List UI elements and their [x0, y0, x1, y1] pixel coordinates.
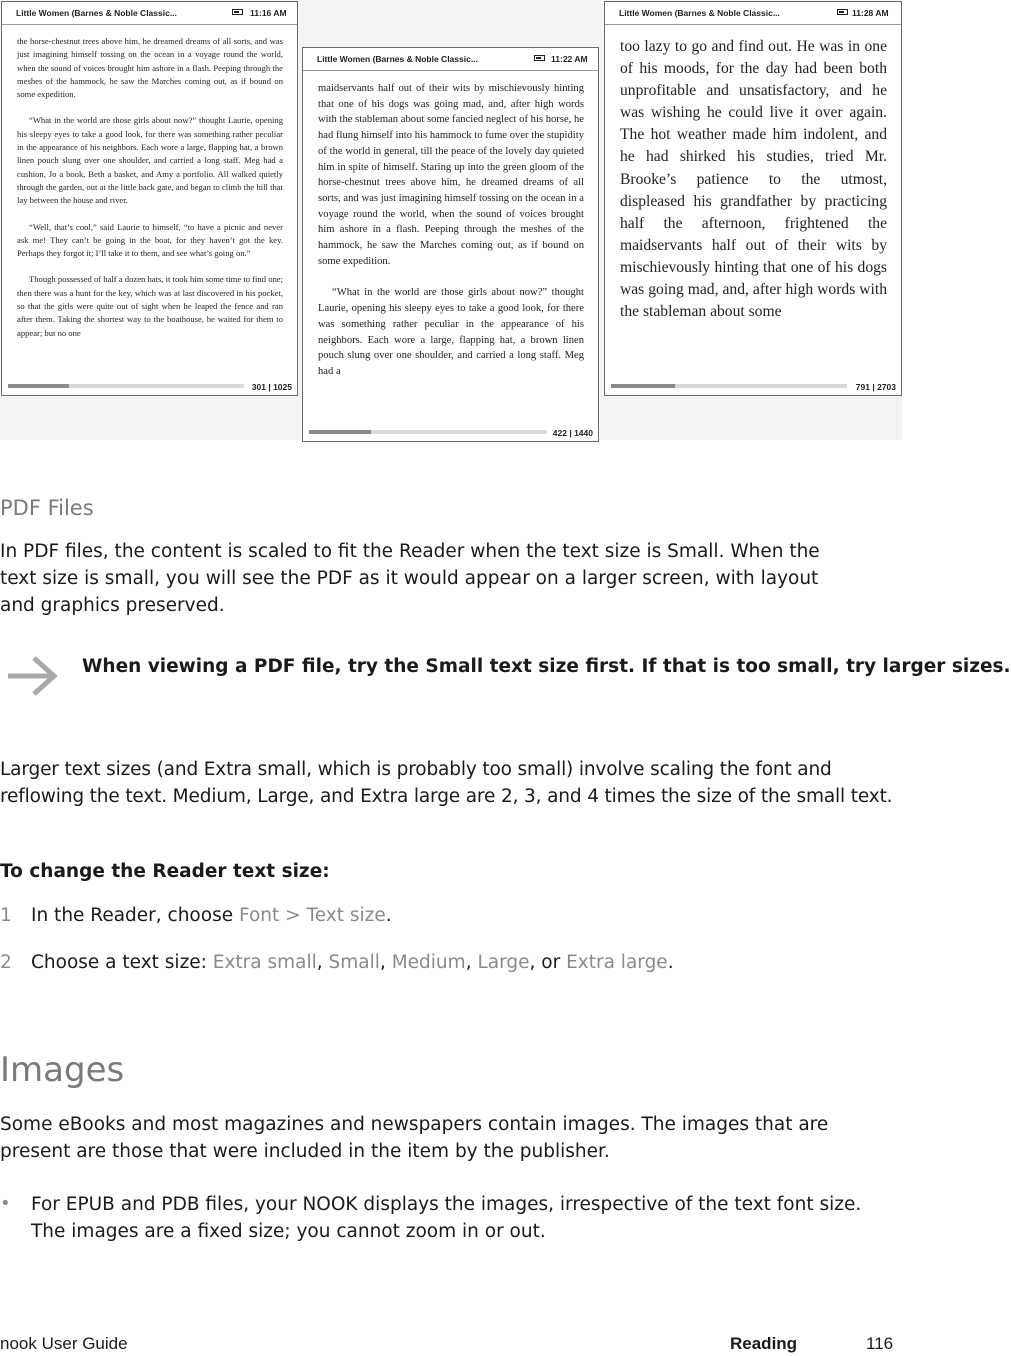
progress-fill	[611, 384, 675, 388]
progress-bar	[309, 430, 547, 434]
images-heading: Images	[0, 1050, 125, 1090]
reader-paragraph: “Well, that’s cool,” said Laurie to himself, “to have a picnic and never ask me! They can’t be going in the boat, for they haven’t got the key. Perhaps they forgot it; I’ll take it to them, and see what’s going on.”	[17, 221, 283, 259]
reader-paragraph: Though possessed of half a dozen hats, it took him some time to find one; then there was a hunt for the key, which was at last discovered in his pocket, so that the girls were quite out of sight when he leaped the fence and ran after them. Taking the shortest way to the boathouse, he waited for them to appear; but no one	[17, 274, 283, 338]
option-separator: ,	[379, 952, 392, 973]
reader-page-text	[620, 36, 887, 368]
procedure-step-2	[0, 952, 902, 978]
option-extra-large: Extra large	[566, 952, 668, 973]
menu-separator: >	[279, 905, 307, 926]
page-number: 301 | 1025	[251, 382, 292, 392]
tip-row	[0, 652, 1011, 702]
reader-screen-small	[1, 1, 298, 396]
progress-bar	[611, 384, 847, 388]
procedure-title: To change the Reader text size:	[0, 861, 330, 882]
reader-paragraph: the horse-chestnut trees above him, he dreamed dreams of all sorts, and was just imagining himself tossing on the ocean in a voyage round the world, when the sound of voices brought him ashore in a flash. Peeping through the meshes of the hammock, he saw the Marches coming out, as if bound on some expedition.	[17, 36, 283, 100]
reader-footer	[605, 381, 901, 395]
reader-screenshots	[0, 0, 902, 440]
reader-header	[2, 2, 297, 25]
reader-paragraph: “What in the world are those girls about now?” thought Laurie, opening his sleepy eyes to take a good look, for there was something rather peculiar in the appearance of his neighbors. Each wore a large, flapping hat, a brown linen pouch slung over one shoulder, and carried a long staff. Meg had a	[318, 287, 584, 377]
step-text	[31, 952, 674, 973]
progress-bar	[8, 384, 244, 388]
reader-header	[605, 2, 901, 25]
footer-section: Reading	[730, 1334, 798, 1353]
reader-paragraph: maidservants half out of their wits by mischievously hinting that one of his dogs was going mad, and, after high words with the stableman about some fancied neglect of his horse, he had flung himself into his hammock to fume over the stupidity of the world in general, till the peace of the lovely day quieted him in spite of himself. Staring up into the green gloom of the horse-chestnut trees above him, he dreamed dreams of all sorts, and was just imagining himself tossing on the ocean in a voyage round the world, when the sound of voices brought him ashore in a flash. Peeping through the meshes of the hammock, he saw the Marches coming out, as if bound on some expedition.	[318, 83, 584, 267]
clock-time: 11:28 AM	[852, 8, 889, 18]
option-separator: , or	[529, 952, 567, 973]
footer-page-number: 116	[866, 1334, 894, 1353]
reader-screen-medium	[302, 47, 599, 442]
page-number: 791 | 2703	[855, 382, 896, 392]
book-title: Little Women (Barnes & Noble Classic...	[317, 54, 478, 64]
reader-page-text	[17, 35, 283, 369]
pdf-files-paragraph: In PDF files, the content is scaled to fit the Reader when the text size is Small. When the text size is small, you will see the PDF as it would appear on a larger screen, with layout and graphics preserved.	[0, 541, 820, 616]
option-small: Small	[328, 952, 380, 973]
step-instruction: Choose a text size:	[31, 952, 213, 973]
tip-text: When viewing a PDF file, try the Small text size first. If that is too small, try larger sizes.	[82, 656, 1011, 677]
book-title: Little Women (Barnes & Noble Classic...	[619, 8, 780, 18]
reader-footer	[2, 381, 297, 395]
reader-screen-large	[604, 1, 902, 396]
option-extra-small: Extra small	[212, 952, 317, 973]
procedure-step-1	[0, 905, 902, 931]
step-number: 2	[0, 952, 12, 973]
menu-font: Font	[238, 905, 280, 926]
step-text	[31, 905, 392, 926]
step-end: .	[667, 952, 674, 973]
battery-icon	[534, 55, 545, 61]
bullet-icon: •	[0, 1193, 11, 1214]
bullet-text: For EPUB and PDB files, your NOOK displays the images, irrespective of the text font size. The images are a fixed size; you cannot zoom in or out.	[31, 1194, 862, 1242]
pdf-files-heading: PDF Files	[0, 496, 94, 520]
clock-time: 11:16 AM	[250, 8, 287, 18]
page-number: 422 | 1440	[552, 428, 593, 438]
reader-header	[303, 48, 598, 71]
images-paragraph: Some eBooks and most magazines and newspapers contain images. The images that are present are those that were included in the item by the publisher.	[0, 1114, 829, 1162]
clock-time: 11:22 AM	[551, 54, 588, 64]
option-separator: ,	[316, 952, 329, 973]
reader-paragraph: too lazy to go and find out. He was in one of his moods, for the day had been both unprofitable and unsatisfactory, and he was wishing he could live it over again. The hot weather made him indolent, and he had shirked his studies, tried Mr. Brooke’s patience to the utmost, displeased his grandfather by practicing half the afternoon, frightened the maidservants half out of their wits by mischievously hinting that one of his dogs was going mad, and, after high words with the stableman about some	[620, 38, 887, 321]
progress-fill	[8, 384, 69, 388]
step-end: .	[385, 905, 392, 926]
reader-footer	[303, 427, 598, 441]
option-large: Large	[477, 952, 530, 973]
step-number: 1	[0, 905, 12, 926]
progress-fill	[309, 430, 371, 434]
images-bullet	[0, 1191, 902, 1247]
battery-icon	[232, 9, 243, 15]
book-title: Little Women (Barnes & Noble Classic...	[16, 8, 177, 18]
menu-text-size: Text size	[306, 905, 386, 926]
option-medium: Medium	[391, 952, 466, 973]
right-arrow-icon	[4, 654, 60, 702]
battery-icon	[837, 9, 848, 15]
option-separator: ,	[465, 952, 478, 973]
reader-paragraph: “What in the world are those girls about now?” thought Laurie, opening his sleepy eyes to take a good look, for there was something rather peculiar in the appearance of his neighbors. Each wore a large, flapping hat, a brown linen pouch slung over one shoulder, and carried a long staff. Meg had a cushion, Jo a book, Beth a basket, and Amy a portfolio. All walked quietly through the garden, out at the little back gate, and began to climb the hill that lay between the house and river.	[17, 115, 283, 206]
scaling-paragraph: Larger text sizes (and Extra small, which is probably too small) involve scaling the font and reflowing the text. Medium, Large, and Extra large are 2, 3, and 4 times the size of the small text.	[0, 759, 893, 807]
footer-guide-name: nook User Guide	[0, 1334, 128, 1353]
reader-page-text	[318, 81, 584, 416]
step-instruction: In the Reader, choose	[31, 905, 239, 926]
